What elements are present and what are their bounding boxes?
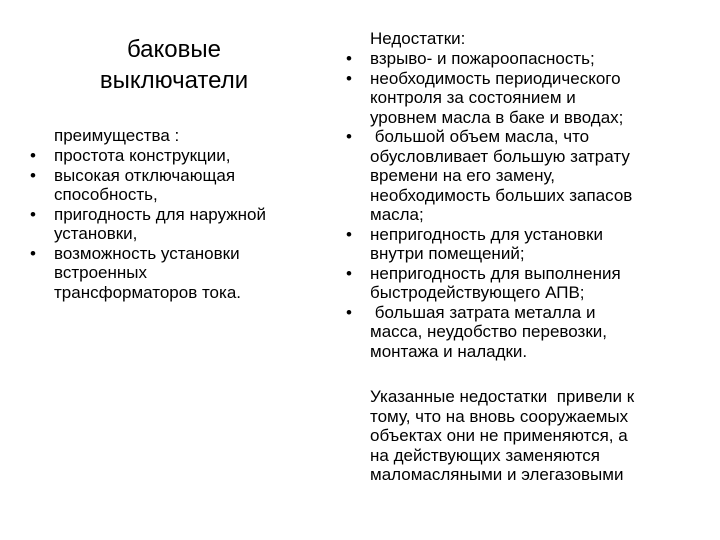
list-item [346, 49, 705, 69]
list-item [346, 302, 705, 362]
list-item-line: простота конструкции, [54, 146, 231, 165]
list-item [30, 204, 314, 244]
list-item-line: непригодность для установки [370, 224, 603, 244]
list-item-line: встроенных [54, 263, 147, 282]
list-item-line: трансформаторов тока. [54, 282, 241, 302]
list-item-line: большой объем масла, что [370, 127, 590, 146]
conclusion-line: на действующих заменяются [370, 445, 600, 465]
conclusion-line: тому, что на вновь сооружаемых [370, 406, 629, 426]
list-item-line: внутри помещений; [370, 244, 525, 263]
disadvantages-list [346, 49, 705, 361]
bullet: • [346, 224, 352, 244]
conclusion-paragraph [370, 387, 705, 485]
list-item-line: масса, неудобство перевозки, [370, 322, 607, 341]
bullet: • [30, 243, 36, 263]
list-item [346, 68, 705, 128]
list-item-line: установки, [54, 224, 138, 243]
list-item-line: времени на его замену, [370, 166, 556, 185]
conclusion-line: объектах они не применяются, а [370, 426, 628, 445]
list-item-line: высокая отключающая [54, 165, 236, 185]
list-item-line: способность, [54, 185, 158, 204]
list-item-line: возможность установки [54, 243, 240, 263]
list-item-line: монтажа и наладки. [370, 341, 528, 361]
list-item-line: непригодность для выполнения [370, 263, 621, 283]
list-item [346, 127, 705, 225]
list-item [346, 263, 705, 303]
advantages-list [30, 146, 314, 302]
bullet: • [346, 263, 352, 283]
list-item-line: большая затрата металла и [370, 302, 596, 322]
list-item-line: быстродействующего АПВ; [370, 283, 585, 302]
list-item-line: уровнем масла в баке и вводах; [370, 107, 624, 127]
bullet: • [346, 49, 352, 68]
bullet: • [346, 68, 352, 88]
bullet: • [346, 127, 352, 146]
disadvantages-heading: Недостатки: [370, 29, 466, 48]
bullet: • [30, 204, 36, 224]
list-item [30, 146, 314, 166]
list-item-line: пригодность для наружной [54, 204, 266, 224]
list-item-line: контроля за состоянием и [370, 88, 576, 107]
bullet: • [30, 146, 36, 165]
bullet: • [30, 165, 36, 185]
left-title [84, 34, 264, 96]
left-title-line-2: выключатели [99, 67, 249, 94]
list-item [30, 243, 314, 303]
bullet: • [346, 302, 352, 322]
list-item-line: необходимость больших запасов [370, 185, 633, 205]
left-title-line-1: баковые [126, 36, 221, 63]
advantages-heading: преимущества : [54, 126, 180, 145]
conclusion-line: Указанные недостатки привели к [370, 387, 635, 406]
list-item-line: необходимость периодического [370, 68, 621, 88]
list-item-line: взрыво- и пожароопасность; [370, 49, 595, 68]
list-item-line: масла; [370, 205, 424, 224]
conclusion-line: маломасляными и элегазовыми [370, 465, 624, 484]
list-item [30, 165, 314, 205]
list-item-line: обусловливает большую затрату [370, 146, 630, 166]
list-item [346, 224, 705, 264]
